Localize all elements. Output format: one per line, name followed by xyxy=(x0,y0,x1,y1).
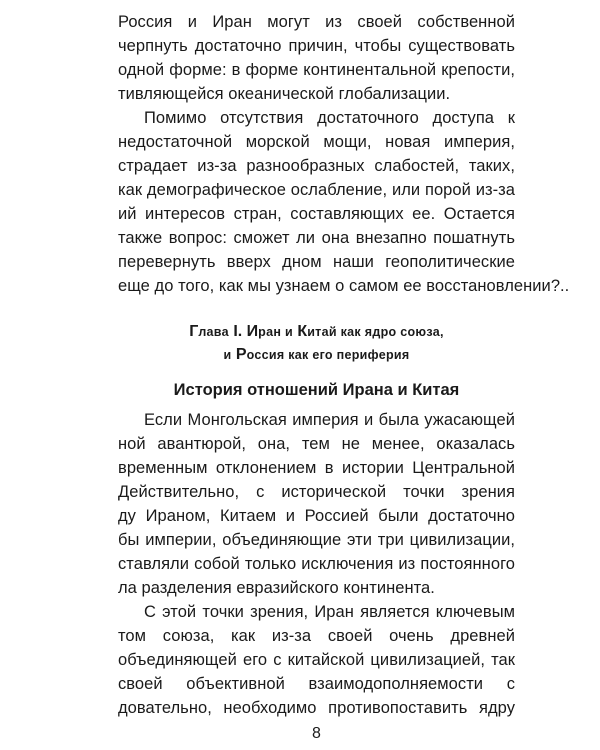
text-line: тивляющейся океанической глобализации. xyxy=(118,85,451,103)
text-line: довательно, необходимо противопоставить ядру xyxy=(118,699,515,717)
text-line: Россия и Иран могут из своей собственной xyxy=(118,13,515,31)
text-line: страдает из-за разнообразных слабостей, таких, xyxy=(118,157,515,175)
chapter-heading-line-1: Глава I. Иран и Китай как ядро союза, xyxy=(189,323,444,340)
text-line: бы империи, объединяющие эти три цивилизации, xyxy=(118,531,515,549)
text-line: объединяющей его с китайской цивилизацией, так xyxy=(118,651,515,669)
text-line: ставляли собой только исключения из постоянного xyxy=(118,555,515,573)
text-line: ду Ираном, Китаем и Россией были достаточно xyxy=(118,507,515,525)
text-line: ла разделения евразийского континента. xyxy=(118,579,435,597)
text-line: еще до того, как мы узнаем о самом ее восстановлении?.. xyxy=(118,277,570,295)
text-line: как демографическое ослабление, или порой из-за xyxy=(118,181,515,199)
text-line: временным отклонением в истории Центральной xyxy=(118,459,515,477)
text-line: перевернуть вверх дном наши геополитические xyxy=(118,253,515,271)
text-line: ий интересов стран, составляющих ее. Остается xyxy=(118,205,515,223)
text-line: также вопрос: сможет ли она внезапно пошатнуть xyxy=(118,229,515,247)
text-line: черпнуть достаточно причин, чтобы существовать xyxy=(118,37,515,55)
text-line: одной форме: в форме континентальной крепости, xyxy=(118,61,515,79)
chapter-heading-line-2: и Россия как его периферия xyxy=(223,346,410,363)
text-line: Помимо отсутствия достаточного доступа к xyxy=(144,109,515,127)
text-line: Если Монгольская империя и была ужасающей xyxy=(144,411,515,429)
section-heading: История отношений Ирана и Китая xyxy=(173,381,460,399)
text-line: том союза, как из-за своей очень древней xyxy=(118,627,515,645)
text-line: Действительно, с исторической точки зрения xyxy=(118,483,515,501)
text-line: ной авантюрой, она, тем не менее, оказалась xyxy=(118,435,515,453)
text-line: недостаточной морской мощи, новая империя, xyxy=(118,133,515,151)
text-line: своей объективной взаимодополняемости с xyxy=(118,675,515,693)
page-number: 8 xyxy=(312,725,321,742)
text-line: С этой точки зрения, Иран является ключевым xyxy=(144,603,515,621)
